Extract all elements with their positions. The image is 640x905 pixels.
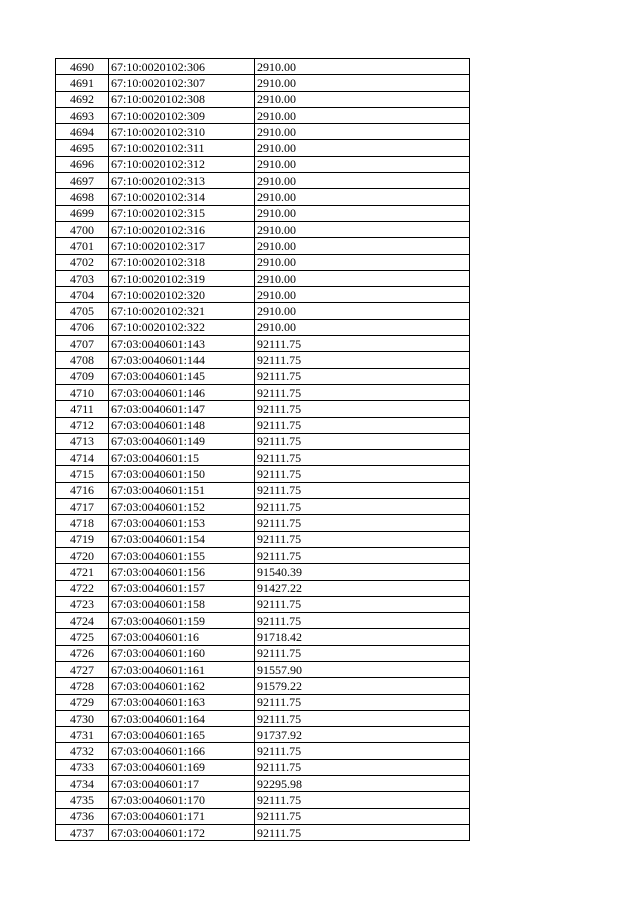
row-number-cell: 4698	[56, 189, 109, 205]
value-cell: 92111.75	[255, 336, 470, 352]
row-number-cell: 4715	[56, 466, 109, 482]
value-cell: 2910.00	[255, 59, 470, 75]
cadastral-number-cell: 67:03:0040601:165	[109, 727, 255, 743]
cadastral-number-cell: 67:03:0040601:170	[109, 792, 255, 808]
table-row	[56, 661, 470, 677]
table-row	[56, 466, 470, 482]
cadastral-number-cell: 67:03:0040601:146	[109, 384, 255, 400]
table-row	[56, 645, 470, 661]
table-row	[56, 499, 470, 515]
cadastral-number-cell: 67:03:0040601:158	[109, 596, 255, 612]
row-number-cell: 4704	[56, 287, 109, 303]
table-row	[56, 596, 470, 612]
cadastral-number-cell: 67:10:0020102:319	[109, 270, 255, 286]
table-row	[56, 629, 470, 645]
table-row	[56, 173, 470, 189]
value-cell: 2910.00	[255, 287, 470, 303]
table-row	[56, 727, 470, 743]
table-row	[56, 808, 470, 824]
cadastral-number-cell: 67:03:0040601:155	[109, 547, 255, 563]
row-number-cell: 4701	[56, 238, 109, 254]
cadastral-number-cell: 67:10:0020102:311	[109, 140, 255, 156]
table-row	[56, 270, 470, 286]
row-number-cell: 4692	[56, 91, 109, 107]
cadastral-number-cell: 67:03:0040601:172	[109, 824, 255, 840]
table-row	[56, 287, 470, 303]
row-number-cell: 4695	[56, 140, 109, 156]
table-row	[56, 384, 470, 400]
table-row	[56, 75, 470, 91]
table-row	[56, 189, 470, 205]
cadastral-number-cell: 67:03:0040601:152	[109, 499, 255, 515]
table-row	[56, 401, 470, 417]
table-row	[56, 547, 470, 563]
row-number-cell: 4736	[56, 808, 109, 824]
table-row	[56, 336, 470, 352]
row-number-cell: 4707	[56, 336, 109, 352]
value-cell: 92111.75	[255, 417, 470, 433]
value-cell: 2910.00	[255, 303, 470, 319]
row-number-cell: 4693	[56, 107, 109, 123]
row-number-cell: 4729	[56, 694, 109, 710]
cadastral-number-cell: 67:10:0020102:309	[109, 107, 255, 123]
value-cell: 92111.75	[255, 515, 470, 531]
value-cell: 92111.75	[255, 792, 470, 808]
table-row	[56, 564, 470, 580]
value-cell: 91427.22	[255, 580, 470, 596]
row-number-cell: 4726	[56, 645, 109, 661]
value-cell: 2910.00	[255, 156, 470, 172]
row-number-cell: 4725	[56, 629, 109, 645]
cadastral-number-cell: 67:03:0040601:156	[109, 564, 255, 580]
row-number-cell: 4705	[56, 303, 109, 319]
cadastral-number-cell: 67:03:0040601:150	[109, 466, 255, 482]
value-cell: 92111.75	[255, 352, 470, 368]
table-row	[56, 824, 470, 840]
value-cell: 91579.22	[255, 678, 470, 694]
row-number-cell: 4731	[56, 727, 109, 743]
table-row	[56, 743, 470, 759]
row-number-cell: 4709	[56, 368, 109, 384]
value-cell: 2910.00	[255, 238, 470, 254]
row-number-cell: 4734	[56, 776, 109, 792]
row-number-cell: 4716	[56, 482, 109, 498]
value-cell: 92111.75	[255, 450, 470, 466]
cadastral-number-cell: 67:03:0040601:171	[109, 808, 255, 824]
table-row	[56, 613, 470, 629]
row-number-cell: 4733	[56, 759, 109, 775]
cadastral-number-cell: 67:03:0040601:15	[109, 450, 255, 466]
cadastral-number-cell: 67:03:0040601:17	[109, 776, 255, 792]
row-number-cell: 4720	[56, 547, 109, 563]
table-row	[56, 59, 470, 75]
table-row	[56, 450, 470, 466]
cadastral-number-cell: 67:10:0020102:314	[109, 189, 255, 205]
cadastral-number-cell: 67:03:0040601:160	[109, 645, 255, 661]
cadastral-number-cell: 67:10:0020102:318	[109, 254, 255, 270]
table-row	[56, 433, 470, 449]
table-row	[56, 107, 470, 123]
row-number-cell: 4721	[56, 564, 109, 580]
cadastral-number-cell: 67:10:0020102:320	[109, 287, 255, 303]
table-row	[56, 694, 470, 710]
cadastral-number-cell: 67:10:0020102:316	[109, 221, 255, 237]
value-cell: 92295.98	[255, 776, 470, 792]
row-number-cell: 4696	[56, 156, 109, 172]
row-number-cell: 4718	[56, 515, 109, 531]
table-row	[56, 303, 470, 319]
cadastral-number-cell: 67:03:0040601:163	[109, 694, 255, 710]
value-cell: 91737.92	[255, 727, 470, 743]
value-cell: 92111.75	[255, 482, 470, 498]
row-number-cell: 4723	[56, 596, 109, 612]
value-cell: 92111.75	[255, 613, 470, 629]
cadastral-number-cell: 67:10:0020102:313	[109, 173, 255, 189]
table-row	[56, 531, 470, 547]
value-cell: 92111.75	[255, 547, 470, 563]
value-cell: 92111.75	[255, 368, 470, 384]
row-number-cell: 4691	[56, 75, 109, 91]
cadastral-number-cell: 67:10:0020102:307	[109, 75, 255, 91]
cadastral-number-cell: 67:10:0020102:310	[109, 124, 255, 140]
row-number-cell: 4706	[56, 319, 109, 335]
value-cell: 92111.75	[255, 824, 470, 840]
table-row	[56, 221, 470, 237]
cadastral-number-cell: 67:03:0040601:159	[109, 613, 255, 629]
value-cell: 2910.00	[255, 205, 470, 221]
cadastral-number-cell: 67:03:0040601:169	[109, 759, 255, 775]
cadastral-number-cell: 67:03:0040601:166	[109, 743, 255, 759]
cadastral-number-cell: 67:03:0040601:153	[109, 515, 255, 531]
cadastral-number-cell: 67:03:0040601:143	[109, 336, 255, 352]
table-row	[56, 254, 470, 270]
value-cell: 2910.00	[255, 221, 470, 237]
value-cell: 2910.00	[255, 173, 470, 189]
value-cell: 2910.00	[255, 140, 470, 156]
row-number-cell: 4713	[56, 433, 109, 449]
cadastral-number-cell: 67:03:0040601:148	[109, 417, 255, 433]
table-row	[56, 352, 470, 368]
value-cell: 91540.39	[255, 564, 470, 580]
value-cell: 92111.75	[255, 531, 470, 547]
value-cell: 2910.00	[255, 270, 470, 286]
row-number-cell: 4735	[56, 792, 109, 808]
value-cell: 2910.00	[255, 124, 470, 140]
table-row	[56, 678, 470, 694]
value-cell: 92111.75	[255, 808, 470, 824]
cadastral-number-cell: 67:03:0040601:161	[109, 661, 255, 677]
value-cell: 92111.75	[255, 384, 470, 400]
row-number-cell: 4717	[56, 499, 109, 515]
table-row	[56, 792, 470, 808]
table-row	[56, 759, 470, 775]
row-number-cell: 4719	[56, 531, 109, 547]
cadastral-number-cell: 67:10:0020102:312	[109, 156, 255, 172]
cadastral-number-cell: 67:10:0020102:308	[109, 91, 255, 107]
value-cell: 2910.00	[255, 107, 470, 123]
row-number-cell: 4699	[56, 205, 109, 221]
cadastral-number-cell: 67:10:0020102:315	[109, 205, 255, 221]
cadastral-number-cell: 67:03:0040601:16	[109, 629, 255, 645]
value-cell: 91557.90	[255, 661, 470, 677]
row-number-cell: 4700	[56, 221, 109, 237]
table-row	[56, 124, 470, 140]
row-number-cell: 4730	[56, 710, 109, 726]
value-cell: 92111.75	[255, 759, 470, 775]
row-number-cell: 4732	[56, 743, 109, 759]
cadastral-number-cell: 67:10:0020102:306	[109, 59, 255, 75]
row-number-cell: 4712	[56, 417, 109, 433]
value-cell: 92111.75	[255, 466, 470, 482]
cadastral-number-cell: 67:03:0040601:154	[109, 531, 255, 547]
value-cell: 2910.00	[255, 254, 470, 270]
cadastral-number-cell: 67:03:0040601:144	[109, 352, 255, 368]
row-number-cell: 4708	[56, 352, 109, 368]
value-cell: 92111.75	[255, 694, 470, 710]
table-row	[56, 205, 470, 221]
cadastral-number-cell: 67:03:0040601:164	[109, 710, 255, 726]
table-row	[56, 319, 470, 335]
value-cell: 92111.75	[255, 743, 470, 759]
table-row	[56, 368, 470, 384]
value-cell: 92111.75	[255, 710, 470, 726]
table-row	[56, 91, 470, 107]
row-number-cell: 4737	[56, 824, 109, 840]
table-row	[56, 515, 470, 531]
row-number-cell: 4724	[56, 613, 109, 629]
cadastral-number-cell: 67:03:0040601:147	[109, 401, 255, 417]
value-cell: 92111.75	[255, 433, 470, 449]
table-row	[56, 482, 470, 498]
table-row	[56, 580, 470, 596]
row-number-cell: 4710	[56, 384, 109, 400]
value-cell: 92111.75	[255, 645, 470, 661]
row-number-cell: 4703	[56, 270, 109, 286]
row-number-cell: 4694	[56, 124, 109, 140]
value-cell: 91718.42	[255, 629, 470, 645]
cadastral-number-cell: 67:03:0040601:162	[109, 678, 255, 694]
row-number-cell: 4727	[56, 661, 109, 677]
cadastral-number-cell: 67:03:0040601:151	[109, 482, 255, 498]
value-cell: 2910.00	[255, 319, 470, 335]
cadastral-number-cell: 67:03:0040601:145	[109, 368, 255, 384]
records-table-body	[56, 59, 470, 841]
row-number-cell: 4714	[56, 450, 109, 466]
table-row	[56, 140, 470, 156]
row-number-cell: 4711	[56, 401, 109, 417]
records-table	[55, 58, 470, 841]
value-cell: 2910.00	[255, 91, 470, 107]
row-number-cell: 4690	[56, 59, 109, 75]
table-row	[56, 156, 470, 172]
value-cell: 2910.00	[255, 75, 470, 91]
table-row	[56, 238, 470, 254]
cadastral-number-cell: 67:10:0020102:322	[109, 319, 255, 335]
row-number-cell: 4722	[56, 580, 109, 596]
table-row	[56, 710, 470, 726]
value-cell: 92111.75	[255, 401, 470, 417]
row-number-cell: 4728	[56, 678, 109, 694]
value-cell: 92111.75	[255, 499, 470, 515]
value-cell: 2910.00	[255, 189, 470, 205]
cadastral-number-cell: 67:03:0040601:157	[109, 580, 255, 596]
cadastral-number-cell: 67:10:0020102:321	[109, 303, 255, 319]
row-number-cell: 4702	[56, 254, 109, 270]
row-number-cell: 4697	[56, 173, 109, 189]
cadastral-number-cell: 67:10:0020102:317	[109, 238, 255, 254]
table-row	[56, 417, 470, 433]
cadastral-number-cell: 67:03:0040601:149	[109, 433, 255, 449]
value-cell: 92111.75	[255, 596, 470, 612]
table-row	[56, 776, 470, 792]
